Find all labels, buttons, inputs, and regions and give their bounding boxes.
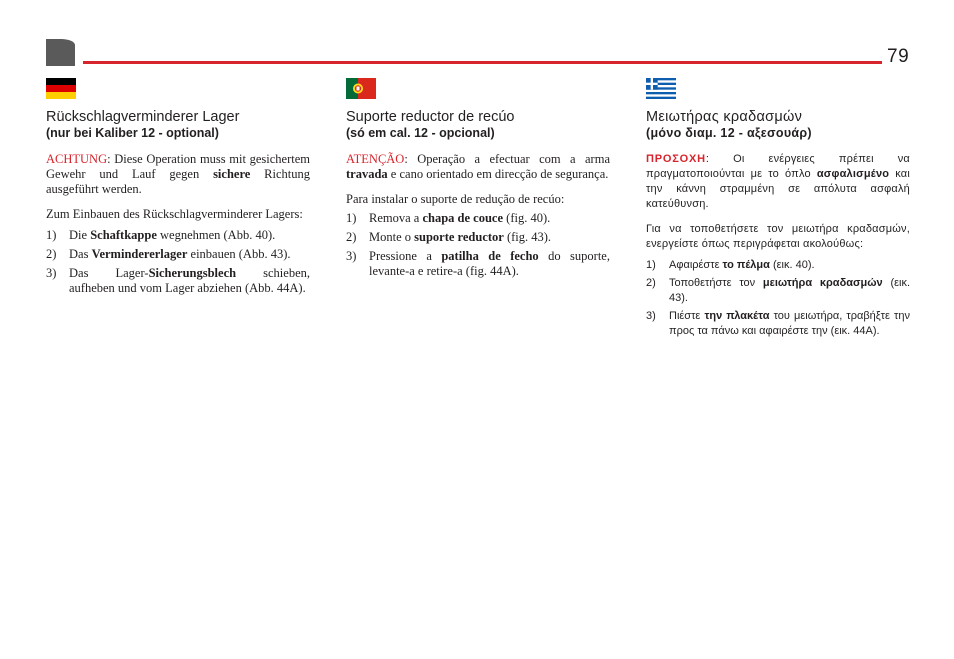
step-number: 1) <box>346 211 357 225</box>
list-item <box>346 230 610 245</box>
steps-list <box>46 228 310 296</box>
step-text-end: (fig. 40). <box>503 211 551 225</box>
step-text-end: wegnehmen (Abb. 40). <box>156 228 276 242</box>
step-number: 2) <box>646 277 656 289</box>
column-german <box>46 78 310 300</box>
warning-label: ΠΡΟΣΟΧΗ <box>646 153 706 165</box>
list-item <box>646 309 910 339</box>
warning-emphasis: travada <box>346 167 388 181</box>
warning-paragraph <box>646 152 910 212</box>
step-text: Das <box>69 247 92 261</box>
warning-paragraph <box>46 152 310 197</box>
step-text: Das Lager- <box>69 266 149 280</box>
step-number: 3) <box>646 310 656 322</box>
step-text-end: του μειωτήρα, τραβήξτε την προς τα πάνω και αφαιρέστε την (εικ. 44A). <box>669 310 910 337</box>
warning-text-end: e cano orientado em direcção de segurança. <box>387 167 609 181</box>
list-item <box>646 258 910 273</box>
column-greek <box>646 78 910 342</box>
list-item <box>346 211 610 226</box>
step-text: Pressione a <box>369 249 442 263</box>
step-text-end: einbauen (Abb. 43). <box>187 247 291 261</box>
warning-label: ATENÇÃO <box>346 152 405 166</box>
warning-paragraph <box>346 152 610 182</box>
warning-emphasis: sichere <box>213 167 251 181</box>
warning-label: ACHTUNG <box>46 152 108 166</box>
intro-paragraph: Zum Einbauen des Rückschlagverminderer Lagers: <box>46 207 303 221</box>
step-text: Die <box>69 228 91 242</box>
step-text-end: (εικ. 43). <box>669 277 911 304</box>
section-title: Μειωτήρας κραδασμών <box>646 109 803 125</box>
column-portuguese <box>346 78 610 283</box>
step-text-end: do suporte, levante-a e retire-a (fig. 44A). <box>369 249 610 278</box>
step-emphasis: Sicherungsblech <box>148 266 237 280</box>
steps-list <box>646 258 910 339</box>
step-number: 2) <box>346 230 357 244</box>
step-text: Τοποθετήστε τον <box>669 277 763 289</box>
step-text-end: (εικ. 40). <box>769 259 815 271</box>
step-text: Πιέστε <box>669 310 705 322</box>
header-rule <box>83 61 882 64</box>
step-emphasis: μειωτήρα κραδασμών <box>762 277 883 289</box>
list-item <box>46 266 310 296</box>
list-item <box>46 228 310 243</box>
step-emphasis: την πλακέτα <box>704 310 770 322</box>
intro-paragraph: Para instalar o suporte de redução de recúo: <box>346 192 565 206</box>
warning-text: : Οι ενέργειες πρέπει να πραγματοποιούνται με το όπλο <box>646 153 910 180</box>
warning-text: : Operação a efectuar com a arma <box>404 152 610 166</box>
step-number: 1) <box>46 228 57 242</box>
warning-emphasis: ασφαλισμένο <box>816 168 890 180</box>
section-title: Suporte reductor de recúo <box>346 109 515 125</box>
step-number: 1) <box>646 259 656 271</box>
step-emphasis: chapa de couce <box>422 211 504 225</box>
step-number: 3) <box>346 249 357 263</box>
step-text: Αφαιρέστε <box>669 259 723 271</box>
list-item <box>646 276 910 306</box>
step-emphasis: το πέλμα <box>722 259 770 271</box>
section-subtitle: (só em cal. 12 - opcional) <box>346 126 495 140</box>
warning-text-end: Richtung ausgeführt werden. <box>46 167 310 196</box>
warning-text: : Diese Operation muss mit gesichertem Gewehr und Lauf gegen <box>46 152 310 181</box>
warning-text-end: και την κάννη στραμμένη σε απόλυτα ασφαλή κατεύθυνση. <box>646 168 910 210</box>
step-emphasis: Vermindererlager <box>91 247 188 261</box>
chapter-tab-marker <box>46 39 75 66</box>
step-emphasis: Schaftkappe <box>90 228 157 242</box>
page-number: 79 <box>887 46 910 67</box>
step-text-end: (fig. 43). <box>503 230 552 244</box>
step-number: 3) <box>46 266 57 280</box>
section-title: Rückschlagverminderer Lager <box>46 109 240 125</box>
step-emphasis: suporte reductor <box>414 230 504 244</box>
step-number: 2) <box>46 247 57 261</box>
step-emphasis: patilha de fecho <box>441 249 539 263</box>
portugal-flag-icon <box>346 78 376 99</box>
list-item <box>346 249 610 279</box>
greece-flag-icon <box>646 78 676 99</box>
list-item <box>46 247 310 262</box>
germany-flag-icon <box>46 78 76 99</box>
step-text: Remova a <box>369 211 423 225</box>
step-text-end: schieben, aufheben und vom Lager abziehen (Abb. 44A). <box>69 266 310 295</box>
steps-list <box>346 211 610 279</box>
step-text: Monte o <box>369 230 415 244</box>
section-subtitle: (nur bei Kaliber 12 - optional) <box>46 126 219 140</box>
section-subtitle: (μόνο διαμ. 12 - αξεσουάρ) <box>646 126 812 140</box>
intro-paragraph: Για να τοποθετήσετε τον μειωτήρα κραδασμών, ενεργείστε όπως περιγράφεται ακολούθως: <box>646 223 910 250</box>
